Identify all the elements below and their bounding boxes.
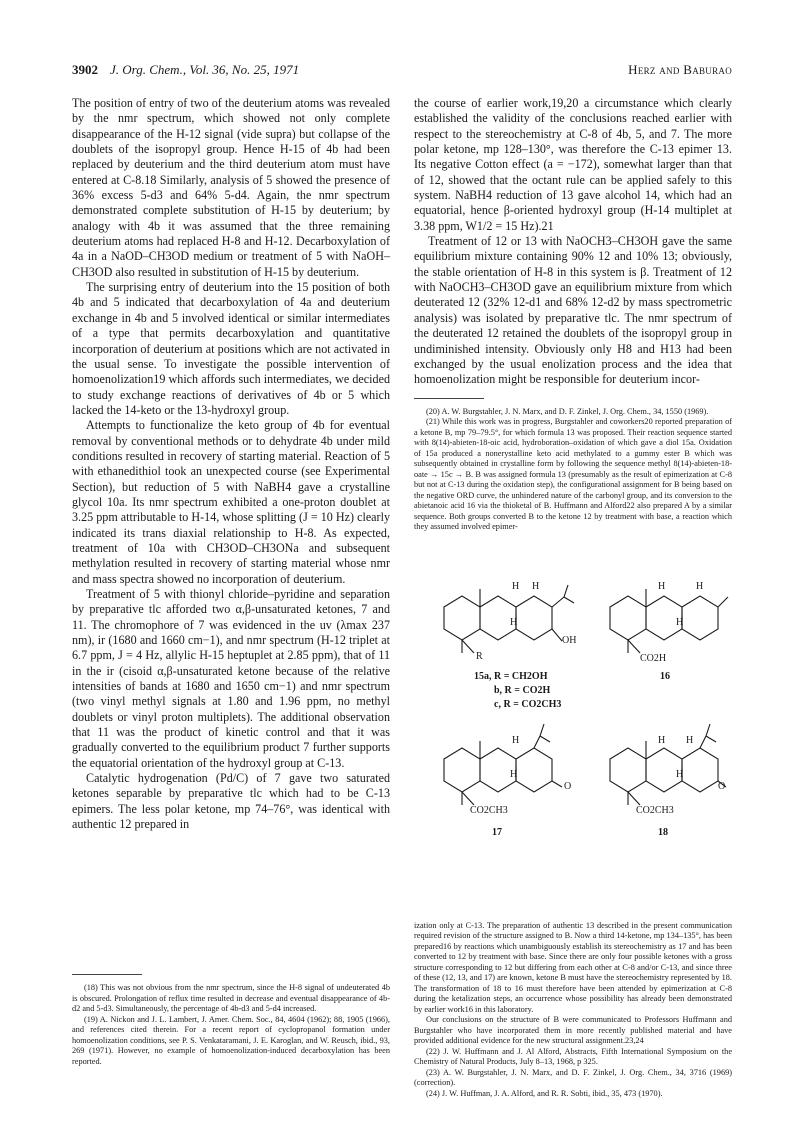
body-paragraph: The position of entry of two of the deuterium atoms was revealed by the nmr spectrum, which showed not only complete disappearance of the H-12 signal (vide supra) but collapse of the doublets of the isopropyl group. Hence H-15 of 4b had been replaced by deuterium and the third deuterium atom must have entered at C-8.18 Similarly, analysis of 5 showed the presence of 36% excess 5-d3 and 64% 5-d4. Again, the nmr spectrum demonstrated complete substitution of H-15 by deuterium; by analogy with 4b it was assumed that the three remaining deuterium atoms had replaced H-8 and H-12. Decarboxylation of 4a in a NaOD–CH3OD medium or treatment of 5 with NaOH–CH3OD also resulted in substitution of H-15 by deuterium. xyxy=(72,96,390,279)
footnote: (21) While this work was in progress, Burgstahler and coworkers20 reported preparation of a ketone B, mp 79–79.5°, for which formula 13 was proposed. Their reaction sequence started with 8(14)-abieten-18-oic acid, hydroboration–oxidation of which gave a diol 15a. Oxidation of 15a produced a nonerystalline keto acid methylated to a gummy ester B which was subsequently obtained in crystalline form by following the sequence methyl 8(14)-abieten-18-oate → 15c → B. B was assigned formula 13 (presumably as the result of epimerization at C-8 but not at C-13 during the oxidation step), the configurational assignment for B being based on the negative ORD curve, the unhindered nature of the carbonyl group, and its conversion to the abietanoic acid 16 via the thioketal of B. Huffmann and Alford22 also prepared A by a similar sequence. Both groups converted B to the ketone 12 by treatment with base, a reaction which they assumed involved epimer- xyxy=(414,417,732,532)
left-column xyxy=(72,96,390,1066)
footnote-rule xyxy=(72,974,142,975)
footnote: (22) J. W. Huffmann and J. Al Alford, Abstracts, Fifth International Symposium on the Chemistry of Natural Products, July 8–13, 1968, p 325. xyxy=(414,1046,732,1067)
footnote: (18) This was not obvious from the nmr spectrum, since the H-8 signal of undeuterated 4b is obscured. Prolongation of reflux time resulted in decrease and eventual disappearance of 4b-d2 and 5-d3. Simultaneously, the percentage of 4b-d3 and 5-d4 increased. xyxy=(72,983,390,1013)
left-footnotes xyxy=(72,964,390,1067)
footnote: (24) J. W. Huffman, J. A. Alford, and R. R. Sobti, ibid., 35, 473 (1970). xyxy=(426,1088,663,1098)
compound-17-label: 17 xyxy=(492,826,502,838)
footnote-continuation: ization only at C-13. The preparation of authentic 13 described in the present communication required revision of the structure assigned to B. Now a third 14-ketone, mp 134–135°, has been prepared16 by reactions which unambiguously establish its stereochemistry as 17 and has been converted to 12 by treatment with base. Since there are only four possible ketones with a gross structure corresponding to 12 but differing from each other at C-8 and/or C-13, and since three of these (12, 13, and 17) are known, ketone B must have the stereochemistry represented by 18. The transformation of 18 to 16 must therefore have been attended by epimerization at C-8 during the ketalization steps, an occurrence whose possibility has already been demonstrated by earlier work16 in this laboratory. xyxy=(414,920,732,1014)
structure-18-rings xyxy=(610,724,726,805)
body-paragraph: The surprising entry of deuterium into the 15 position of both 4b and 5 indicated that decarboxylation of 4a and deuterium exchange in 4b and 5 involved identical or similar intermediates of a type that permits decarboxylation and quantitative incorporation of deuterium at positions which are not activated in the usual sense. To investigate the possible intervention of homoenolization19 which affords such intermediates, we decided to study exchange reactions of derivatives of 4b or 5 which lacked the 14-keto or the 13-hydroxyl group. xyxy=(72,280,390,417)
footnote: (20) A. W. Burgstahler, J. N. Marx, and D. F. Zinkel, J. Org. Chem., 34, 1550 (1969). xyxy=(426,406,709,416)
compound-15c-label: c, R = CO2CH3 xyxy=(494,698,562,710)
body-paragraph: Attempts to functionalize the keto group of 4b for eventual removal by conventional methods or to dehydrate 4b under mild conditions resulted in recovery of starting material. Reaction of 5 with ethanedithiol took an unexpected course (see Experimental Section), but reduction of 5 with NaBH4 gave a crystalline glycol 10a. Its nmr spectrum exhibited a one-proton doublet at 3.25 ppm attributable to H-14, whose splitting (J = 10 Hz) clearly indicated its trans diaxial relationship to H-8. As expected, treatment of 10a with CH3OD–CH3ONa and subsequent methylation resulted in recovery of starting material whose nmr and mass spectra showed no incorporation of deuterium. xyxy=(72,418,390,586)
ester-label: CO2CH3 xyxy=(470,804,508,816)
h-atom-label: H xyxy=(510,768,518,780)
ketone-oxygen-label: O xyxy=(564,780,572,792)
journal-reference: J. Org. Chem., Vol. 36, No. 25, 1971 xyxy=(110,62,300,77)
right-column xyxy=(414,96,732,1099)
h-atom-label: H xyxy=(686,734,694,746)
page-number: 3902 xyxy=(72,62,98,77)
h-atom-label: H xyxy=(676,768,684,780)
h-atom-label: H xyxy=(658,580,666,592)
running-authors: Herz and Baburao xyxy=(628,62,732,77)
chemical-structures-figure xyxy=(414,537,732,915)
compound-18-label: 18 xyxy=(658,826,668,838)
compound-15-label: 15a, R = CH2OH xyxy=(474,670,548,682)
carboxyl-label: CO2H xyxy=(640,652,667,664)
h-atom-label: H xyxy=(512,580,520,592)
body-paragraph: Treatment of 5 with thionyl chloride–pyridine and separation by preparative tlc afforded two α,β-unsaturated ketones, 7 and 11. The chromophore of 7 was evidenced in the uv (λmax 237 nm), ir (1680 and 1660 cm−1), and nmr spectrum (H-12 triplet at 6.7 ppm, J = 4 Hz, allylic H-15 heptuplet at 2.85 ppm), that of 11 in the ir (cisoid α,β-unsaturated ketone because of the relative intensities of bands at 1680 and 1650 cm−1) and nmr spectrum (two vinyl methyl signals at 1.80 and 1.96 ppm, no methyl doublets or vinyl proton multiplets). The additional observation that 11 was the product of kinetic control and that it was gradually converted to the equilibrium product 7 further supports the equatorial orientation of the hydroxyl group at C-13. xyxy=(72,587,390,770)
h-atom-label: H xyxy=(676,616,684,628)
h-atom-label: H xyxy=(510,616,518,628)
footnote: Our conclusions on the structure of B were communicated to Professors Huffmann and Burgstahler who have incorporated them in more recently published material and have provided additional evidence for the new structural assignment.23,24 xyxy=(414,1015,732,1046)
footnote: (23) A. W. Burgstahler, J. N. Marx, and D. F. Zinkel, J. Org. Chem., 34, 3716 (1969) (correction). xyxy=(414,1067,732,1088)
body-paragraph: Catalytic hydrogenation (Pd/C) of 7 gave two saturated ketones separable by preparative tlc which had to be C-13 epimers. The less polar ketone, mp 74–76°, was identical with authentic 12 prepared in xyxy=(72,771,390,832)
hydroxyl-label: OH xyxy=(562,634,577,646)
compound-15b-label: b, R = CO2H xyxy=(494,684,551,696)
body-paragraph: the course of earlier work,19,20 a circumstance which clearly established the validity of the conclusions reached earlier with respect to the stereochemistry at C-8 of 4b, 5, and 7. The more polar ketone, mp 128–130°, was therefore the C-13 epimer 13. Its negative Cotton effect (a = −172), somewhat larger than that of 12, showed that the octant rule can be applied safely to this system. NaBH4 reduction of 13 gave alcohol 14, which had an equatorial, hence β-oriented hydroxyl group (H-14 multiplet at 3.38 ppm, W1/2 = 15 Hz).21 xyxy=(414,96,732,233)
structure-17-rings xyxy=(444,724,562,805)
structures-drawing xyxy=(414,537,732,915)
h-atom-label: H xyxy=(532,580,540,592)
r-group-label: R xyxy=(476,650,483,662)
h-atom-label: H xyxy=(658,734,666,746)
structure-16-rings xyxy=(610,589,728,653)
page-header xyxy=(72,62,732,84)
structure-15-rings xyxy=(444,585,577,653)
footnote-rule xyxy=(414,398,484,399)
ester-label: CO2CH3 xyxy=(636,804,674,816)
body-paragraph: Treatment of 12 or 13 with NaOCH3–CH3OH gave the same equilibrium mixture containing 90% 12 and 10% 13; obviously, the stable orientation of H-8 in this system is β. Treatment of 12 with NaOCH3–CH3OD gave an equilibrium mixture from which deuterated 12 (32% 12-d1 and 68% 12-d2 by mass spectrometric analysis) was isolated by preparative tlc. The nmr spectrum of the deuterated 12 retained the doublets of the isopropyl group in undiminished intensity. Obviously only H8 and H13 had been exchanged by the usual enolization process and the idea that homoenolization might be responsible for deuterium incor- xyxy=(414,234,732,387)
h-atom-label: H xyxy=(512,734,520,746)
ketone-oxygen-label: O xyxy=(718,780,726,792)
compound-16-label: 16 xyxy=(660,670,670,682)
footnote: (19) A. Nickon and J. L. Lambert, J. Amer. Chem. Soc., 84, 4604 (1962); 88, 1905 (1966), and references cited therein. For a recent report of cyclopropanol formation under homoenolization conditions, see P. S. Venkataramani, J. E. Karoglan, and W. Reusch, ibid., 93, 269 (1971). However, no example of homoenolization-induced decarboxylation has been reported. xyxy=(72,1014,390,1066)
h-atom-label: H xyxy=(696,580,704,592)
